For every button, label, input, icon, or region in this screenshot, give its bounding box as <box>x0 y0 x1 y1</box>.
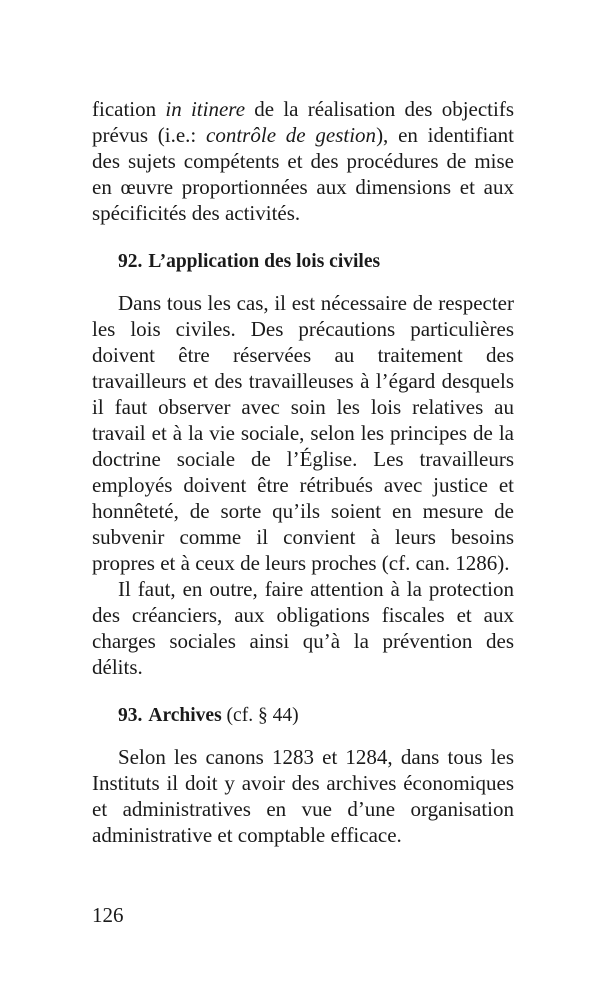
section-number: 92. <box>118 251 143 272</box>
intro-paragraph: fication in itinere de la réalisation des objectifs prévus (i.e.: contrôle de gestion), en identifiant des sujets compétents et des procédures de mise en œuvre proportionnées aux dimensions et aux spécificités des activités. <box>92 97 515 225</box>
section-title: Archives <box>148 705 222 726</box>
section-heading-92 <box>92 249 514 275</box>
page-number: 126 <box>92 903 124 927</box>
section-heading-93 <box>92 703 514 729</box>
italic-term: contrôle de gestion <box>206 123 377 147</box>
body-paragraph: Selon les canons 1283 et 1284, dans tous les Instituts il doit y avoir des archives économiques et administratives en vue d’une organisation administrative et comptable efficace. <box>92 745 514 847</box>
spacer <box>92 226 514 249</box>
spacer <box>92 680 514 703</box>
spacer <box>92 275 514 290</box>
section-reference: (cf. § 44) <box>226 705 299 726</box>
body-paragraph: Il faut, en outre, faire attention à la protection des créanciers, aux obligations fiscales et aux charges sociales ainsi qu’à la prévention des délits. <box>92 577 514 679</box>
spacer <box>92 729 514 744</box>
italic-term: in itinere <box>165 97 246 121</box>
section-title: L’application des lois civiles <box>148 251 381 272</box>
section-number: 93. <box>118 705 143 726</box>
text-block <box>92 96 514 848</box>
body-paragraph: Dans tous les cas, il est nécessaire de respecter les lois civiles. Des précautions particulières doivent être réservées au traitement des travailleurs et des travailleuses à l’égard desquels il faut observer avec soin les lois relatives au travail et à la vie sociale, selon les principes de la doctrine sociale de l’Église. Les travailleurs employés doivent être rétribués avec justice et honnêteté, de sorte qu’ils soient en mesure de subvenir comme il convient à leurs besoins propres et à ceux de leurs proches (cf. can. 1286). <box>92 291 514 575</box>
